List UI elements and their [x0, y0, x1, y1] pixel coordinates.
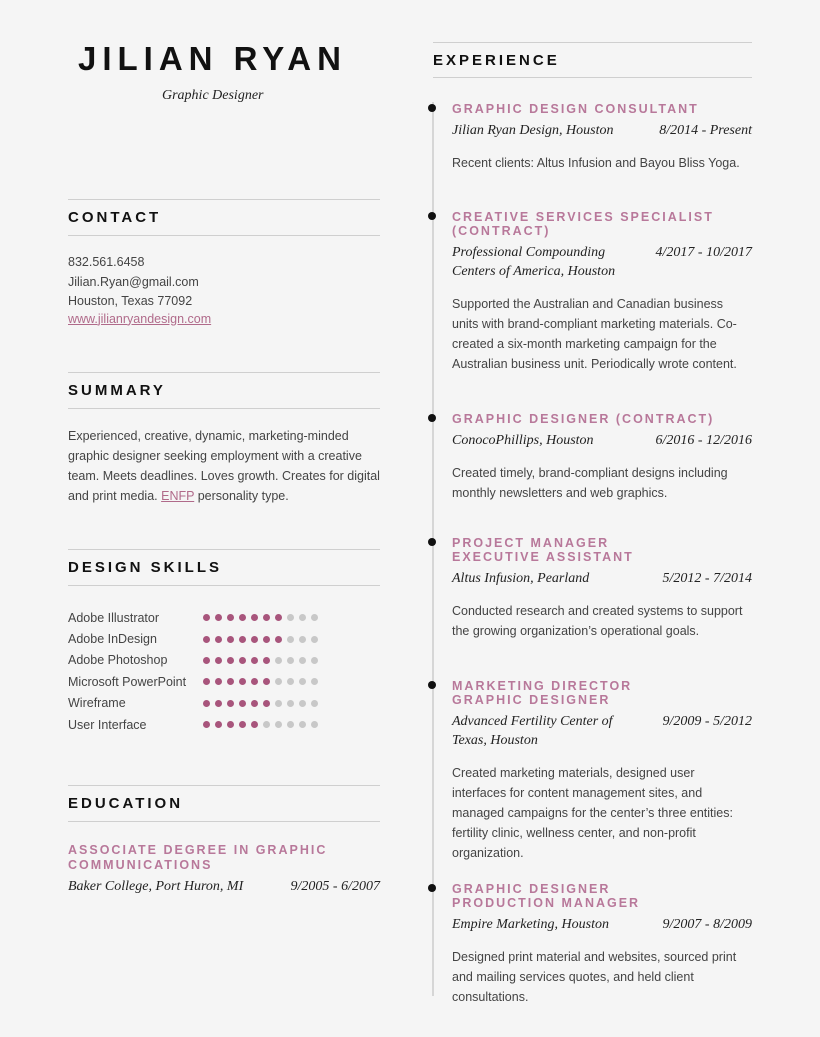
- rating-dot-filled: [203, 678, 210, 685]
- skill-row: [68, 628, 348, 649]
- rating-dot-filled: [215, 700, 222, 707]
- rating-dot-filled: [275, 636, 282, 643]
- job-meta: [452, 712, 752, 750]
- skill-name: User Interface: [68, 717, 147, 732]
- job-entry: [452, 536, 752, 641]
- rating-dot-filled: [251, 636, 258, 643]
- rating-dot-empty: [287, 657, 294, 664]
- rating-dot-empty: [275, 678, 282, 685]
- rating-dot-filled: [251, 700, 258, 707]
- job-description: Created timely, brand-compliant designs including monthly newsletters and web graphics.: [452, 466, 728, 500]
- rating-dot-empty: [275, 721, 282, 728]
- rating-dot-filled: [263, 678, 270, 685]
- skill-rating: [203, 721, 318, 728]
- rating-dot-empty: [299, 657, 306, 664]
- job-description: Conducted research and created systems to support the growing organization’s operational goals.: [452, 604, 743, 638]
- skill-name: Microsoft PowerPoint: [68, 674, 187, 689]
- job-org: ConocoPhillips, Houston: [452, 433, 594, 448]
- rating-dot-empty: [275, 657, 282, 664]
- contact-phone: 832.561.6458: [68, 255, 145, 269]
- job-org: Empire Marketing, Houston: [452, 917, 609, 932]
- job-org: Professional Compounding Centers of America, Houston: [452, 245, 616, 279]
- rating-dot-filled: [203, 614, 210, 621]
- job-entry: [452, 102, 752, 173]
- job-meta: [452, 431, 752, 450]
- contact-email: Jilian.Ryan@gmail.com: [68, 274, 199, 289]
- skills-list: [68, 607, 348, 735]
- skill-row: [68, 671, 348, 692]
- rating-dot-filled: [203, 636, 210, 643]
- education-detail: [68, 879, 380, 895]
- job-entry: [452, 412, 752, 503]
- rating-dot-empty: [299, 721, 306, 728]
- skill-rating: [203, 636, 318, 643]
- job-description: Created marketing materials, designed user interfaces for content management sites, and managed campaigns for the center’s three entities: fertility clinic, wellness center, and non-profit organization.: [452, 766, 733, 860]
- rating-dot-filled: [263, 700, 270, 707]
- skill-rating: [203, 700, 318, 707]
- rating-dot-filled: [227, 700, 234, 707]
- website-link[interactable]: www.jilianryandesign.com: [68, 311, 212, 326]
- rating-dot-filled: [227, 678, 234, 685]
- rating-dot-filled: [203, 657, 210, 664]
- contact-location: Houston, Texas 77092: [68, 294, 193, 308]
- rating-dot-filled: [227, 636, 234, 643]
- rating-dot-filled: [251, 657, 258, 664]
- skill-name: Wireframe: [68, 696, 126, 711]
- rating-dot-filled: [215, 721, 222, 728]
- summary-text-main: Experienced, creative, dynamic, marketing-minded graphic designer seeking employment with a creative team. Meets deadlines. Loves growth. Creates for digital and print media.: [68, 429, 380, 503]
- experience-heading: EXPERIENCE: [433, 42, 752, 78]
- job-description: Recent clients: Altus Infusion and Bayou Bliss Yoga.: [452, 156, 740, 170]
- job-dates: 9/2009 - 5/2012: [662, 714, 752, 729]
- rating-dot-empty: [287, 678, 294, 685]
- rating-dot-empty: [311, 678, 318, 685]
- rating-dot-empty: [299, 636, 306, 643]
- skill-row: [68, 607, 348, 628]
- rating-dot-empty: [287, 721, 294, 728]
- job-entry: [452, 210, 752, 374]
- rating-dot-empty: [299, 678, 306, 685]
- rating-dot-filled: [251, 678, 258, 685]
- job-meta: [452, 569, 752, 588]
- rating-dot-filled: [239, 721, 246, 728]
- job-title: MARKETING DIRECTOR GRAPHIC DESIGNER: [452, 679, 633, 707]
- job-entry: [452, 882, 752, 1007]
- rating-dot-filled: [239, 678, 246, 685]
- timeline-line: [432, 102, 434, 996]
- job-title: CREATIVE SERVICES SPECIALIST (CONTRACT): [452, 210, 714, 238]
- timeline-bullet: [428, 212, 436, 220]
- skill-name: Adobe Photoshop: [68, 653, 168, 668]
- job-dates: 4/2017 - 10/2017: [655, 245, 752, 260]
- contact-heading: CONTACT: [68, 199, 380, 236]
- education-school: Baker College, Port Huron, MI: [68, 879, 244, 894]
- education-heading: EDUCATION: [68, 785, 380, 822]
- job-title: GRAPHIC DESIGN CONSULTANT: [452, 102, 699, 116]
- skill-row: [68, 650, 348, 671]
- rating-dot-filled: [215, 657, 222, 664]
- rating-dot-empty: [311, 721, 318, 728]
- skill-rating: [203, 678, 318, 685]
- job-dates: 9/2007 - 8/2009: [662, 917, 752, 932]
- rating-dot-empty: [299, 614, 306, 621]
- rating-dot-empty: [287, 700, 294, 707]
- job-dates: 6/2016 - 12/2016: [655, 433, 752, 448]
- education-dates: 9/2005 - 6/2007: [290, 879, 380, 894]
- timeline-bullet: [428, 681, 436, 689]
- rating-dot-filled: [239, 657, 246, 664]
- job-meta: [452, 121, 752, 140]
- education-degree: ASSOCIATE DEGREE IN GRAPHIC COMMUNICATIONS: [68, 843, 328, 872]
- timeline-bullet: [428, 884, 436, 892]
- rating-dot-filled: [263, 614, 270, 621]
- rating-dot-empty: [287, 614, 294, 621]
- rating-dot-filled: [215, 636, 222, 643]
- rating-dot-empty: [299, 700, 306, 707]
- rating-dot-empty: [275, 700, 282, 707]
- skill-rating: [203, 657, 318, 664]
- summary-text: [68, 426, 380, 506]
- job-meta: [452, 915, 752, 934]
- rating-dot-filled: [203, 700, 210, 707]
- summary-text-end: personality type.: [194, 489, 289, 503]
- job-dates: 8/2014 - Present: [659, 123, 752, 138]
- job-title: PROJECT MANAGER EXECUTIVE ASSISTANT: [452, 536, 634, 564]
- job-meta: [452, 243, 752, 281]
- job-org: Altus Infusion, Pearland: [452, 571, 590, 586]
- job-description: Designed print material and websites, sourced print and mailing services quotes, and held client consultations.: [452, 950, 737, 1004]
- job-org: Jilian Ryan Design, Houston: [452, 123, 614, 138]
- skill-row: [68, 714, 348, 735]
- rating-dot-filled: [227, 721, 234, 728]
- candidate-role: Graphic Designer: [162, 88, 264, 103]
- candidate-name: JILIAN RYAN: [78, 40, 347, 77]
- rating-dot-filled: [215, 614, 222, 621]
- skill-name: Adobe InDesign: [68, 632, 157, 647]
- timeline-bullet: [428, 538, 436, 546]
- skills-heading: DESIGN SKILLS: [68, 549, 380, 586]
- job-title: GRAPHIC DESIGNER PRODUCTION MANAGER: [452, 882, 641, 910]
- timeline-bullet: [428, 104, 436, 112]
- skill-row: [68, 693, 348, 714]
- job-entry: [452, 679, 752, 863]
- rating-dot-empty: [287, 636, 294, 643]
- rating-dot-filled: [263, 657, 270, 664]
- job-title: GRAPHIC DESIGNER (CONTRACT): [452, 412, 715, 426]
- rating-dot-filled: [215, 678, 222, 685]
- rating-dot-filled: [275, 614, 282, 621]
- job-dates: 5/2012 - 7/2014: [662, 571, 752, 586]
- rating-dot-empty: [311, 636, 318, 643]
- rating-dot-filled: [251, 721, 258, 728]
- rating-dot-empty: [311, 700, 318, 707]
- timeline-bullet: [428, 414, 436, 422]
- skill-name: Adobe Illustrator: [68, 610, 160, 625]
- contact-details: [68, 253, 380, 327]
- rating-dot-filled: [263, 636, 270, 643]
- rating-dot-filled: [239, 700, 246, 707]
- rating-dot-filled: [203, 721, 210, 728]
- skill-rating: [203, 614, 318, 621]
- rating-dot-filled: [239, 636, 246, 643]
- job-description: Supported the Australian and Canadian business units with brand-compliant marketing materials. Co-created a six-month marketing campaign for the Australian business unit. Periodically wrote content.: [452, 297, 737, 371]
- rating-dot-empty: [311, 657, 318, 664]
- rating-dot-filled: [251, 614, 258, 621]
- enfp-link[interactable]: ENFP: [161, 489, 195, 503]
- rating-dot-empty: [263, 721, 270, 728]
- rating-dot-empty: [311, 614, 318, 621]
- rating-dot-filled: [227, 614, 234, 621]
- job-org: Advanced Fertility Center of Texas, Houston: [452, 714, 613, 748]
- summary-heading: SUMMARY: [68, 372, 380, 409]
- rating-dot-filled: [239, 614, 246, 621]
- rating-dot-filled: [227, 657, 234, 664]
